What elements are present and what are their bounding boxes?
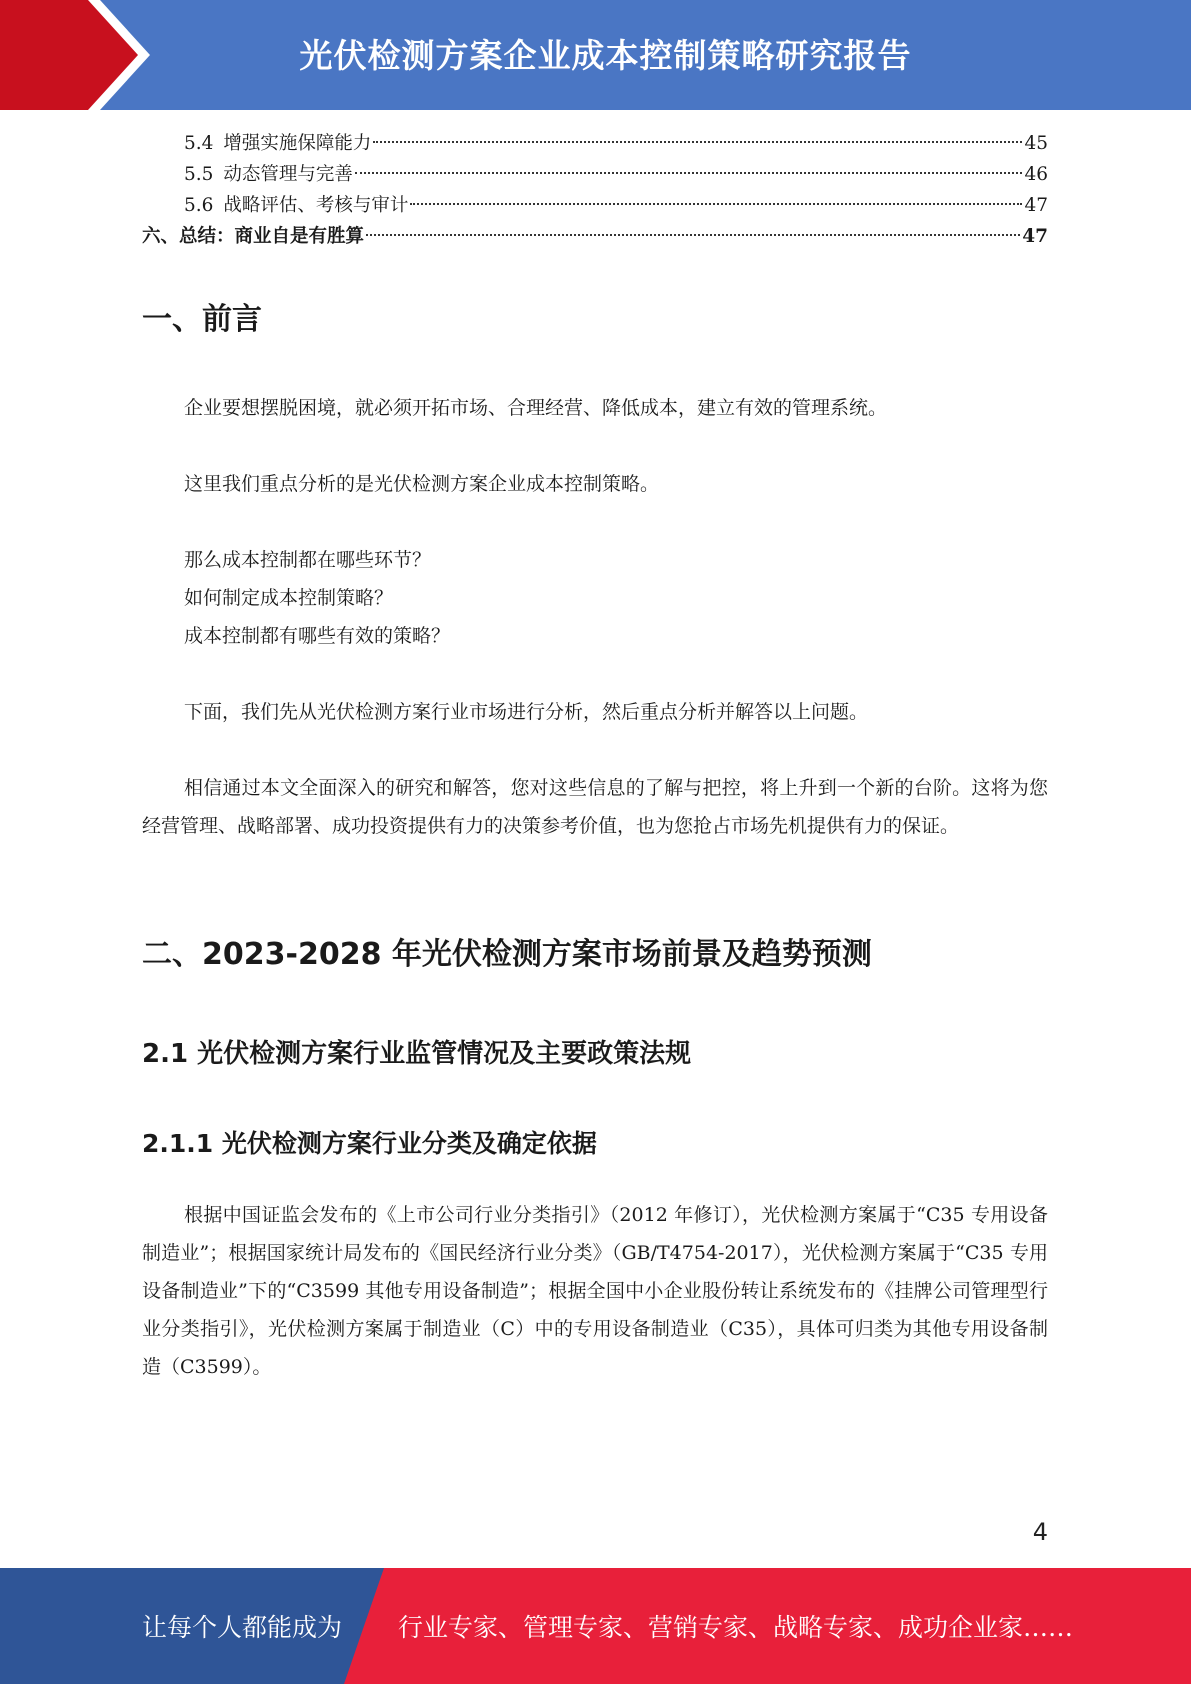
question-line: 如何制定成本控制策略？ bbox=[184, 587, 394, 609]
toc-entry[interactable] bbox=[142, 159, 1048, 190]
section-heading-market: 二、2023-2028 年光伏检测方案市场前景及趋势预测 bbox=[142, 937, 872, 972]
toc-entry-number: 5.5 bbox=[184, 164, 214, 185]
toc-entry-title: 战略评估、考核与审计 bbox=[223, 195, 409, 216]
subsubsection-heading: 2.1.1 光伏检测方案行业分类及确定依据 bbox=[142, 1129, 597, 1158]
toc-entry-page: 45 bbox=[1024, 133, 1048, 154]
toc-entry[interactable] bbox=[142, 128, 1048, 159]
toc-entry-chapter[interactable] bbox=[142, 221, 1048, 252]
toc-entry[interactable] bbox=[142, 190, 1048, 221]
paragraph: 这里我们重点分析的是光伏检测方案企业成本控制策略。 bbox=[184, 473, 660, 495]
footer-slogan-right: 行业专家、管理专家、营销专家、战略专家、成功企业家…… bbox=[398, 1613, 1074, 1642]
paragraph: 下面，我们先从光伏检测方案行业市场进行分析，然后重点分析并解答以上问题。 bbox=[184, 701, 869, 723]
toc-entry-page: 47 bbox=[1022, 226, 1048, 247]
toc-entry-page: 47 bbox=[1024, 195, 1048, 216]
toc-dot-leader bbox=[410, 203, 1022, 205]
toc-dot-leader bbox=[366, 234, 1020, 236]
toc-entry-title: 增强实施保障能力 bbox=[223, 133, 372, 154]
header-banner bbox=[0, 0, 1191, 110]
footer-banner bbox=[0, 1568, 1191, 1684]
section-heading-intro: 一、前言 bbox=[142, 302, 262, 337]
toc-entry-number: 5.4 bbox=[184, 133, 214, 154]
paragraph: 企业要想摆脱困境，就必须开拓市场、合理经营、降低成本，建立有效的管理系统。 bbox=[184, 397, 888, 419]
paragraph: 相信通过本文全面深入的研究和解答，您对这些信息的了解与把控，将上升到一个新的台阶。这将为您经营管理、战略部署、成功投资提供有力的决策参考价值，也为您抢占市场先机提供有力的保证。 bbox=[142, 777, 1048, 837]
toc-entry-page: 46 bbox=[1024, 164, 1048, 185]
toc-entry-title: 动态管理与完善 bbox=[223, 164, 353, 185]
document-title: 光伏检测方案企业成本控制策略研究报告 bbox=[299, 35, 912, 75]
question-line: 那么成本控制都在哪些环节？ bbox=[184, 549, 432, 571]
question-line: 成本控制都有哪些有效的策略？ bbox=[184, 625, 451, 647]
toc-dot-leader bbox=[373, 141, 1022, 143]
toc-dot-leader bbox=[355, 172, 1023, 174]
subsection-heading: 2.1 光伏检测方案行业监管情况及主要政策法规 bbox=[142, 1039, 692, 1069]
toc-entry-number: 5.6 bbox=[184, 195, 214, 216]
footer-slogan-left: 让每个人都能成为 bbox=[142, 1613, 343, 1642]
paragraph: 根据中国证监会发布的《上市公司行业分类指引》（2012 年修订），光伏检测方案属于“C35 专用设备制造业”；根据国家统计局发布的《国民经济行业分类》（GB/T4754-2017），光伏检测方案属于“C35 专用设备制造业”下的“C3599 其他专用设备制造”；根据全国中小企业股份转让系统发布的《挂牌公司管理型行业分类指引》，光伏检测方案属于制造业（C）中的专用设备制造业（C35），具体可归类为其他专用设备制造（C3599）。 bbox=[142, 1204, 1048, 1378]
table-of-contents bbox=[142, 128, 1048, 252]
page-number: 4 bbox=[1032, 1518, 1048, 1546]
toc-entry-title: 六、总结：商业自是有胜算 bbox=[142, 226, 365, 247]
